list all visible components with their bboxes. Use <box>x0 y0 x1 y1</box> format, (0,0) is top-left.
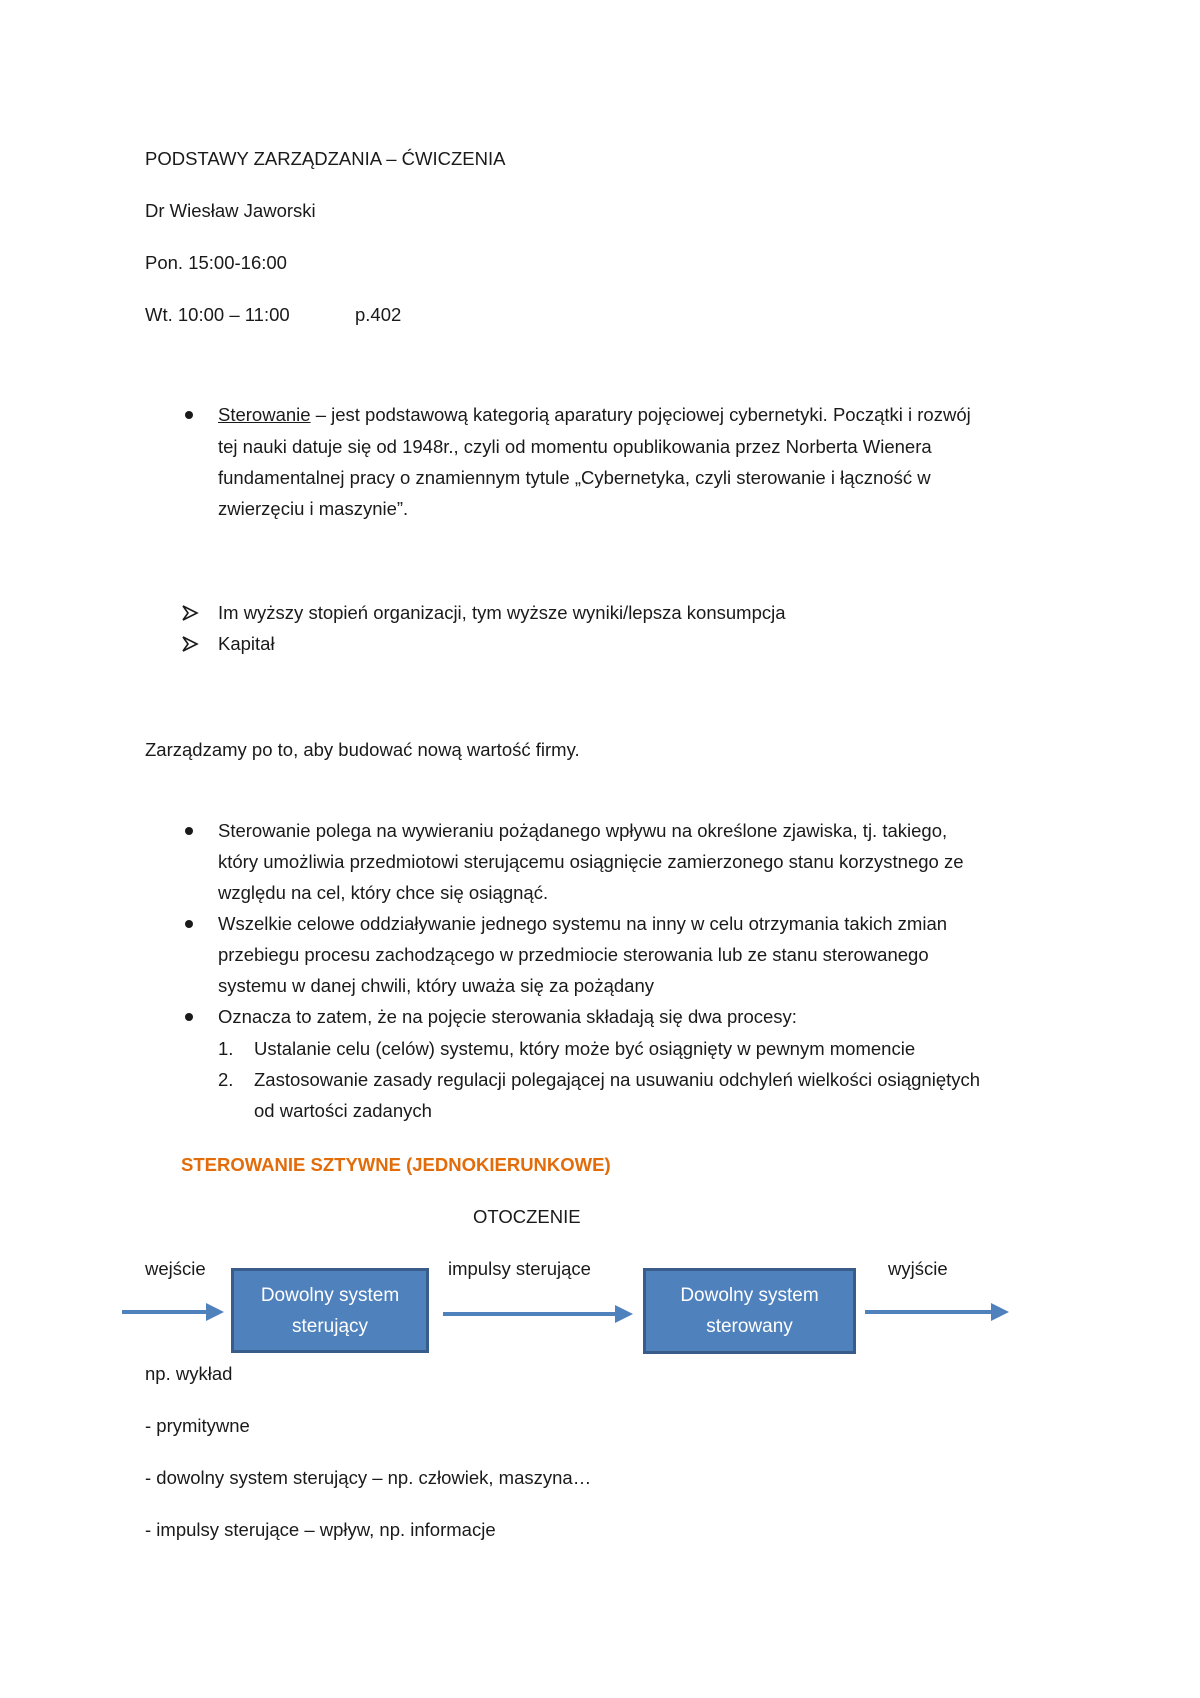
bullet-2-line-3: systemu w danej chwili, który uważa się za pożądany <box>218 975 654 996</box>
signal-arrow-icon <box>443 1300 637 1328</box>
output-arrow-icon <box>865 1298 1013 1326</box>
office-hours-monday: Pon. 15:00-16:00 <box>145 252 287 273</box>
controlling-system-box <box>231 1268 429 1353</box>
document-title: PODSTAWY ZARZĄDZANIA – ĆWICZENIA <box>145 148 506 169</box>
definition-line-3: fundamentalnej pracy o znamiennym tytule „Cybernetyka, czyli sterowanie i łączność w <box>218 467 931 488</box>
note-item-3: - dowolny system sterujący – np. człowiek, maszyna… <box>145 1467 592 1488</box>
signal-label: impulsy sterujące <box>448 1258 591 1279</box>
numbered-item-1-text: Ustalanie celu (celów) systemu, który może być osiągnięty w pewnym momencie <box>254 1038 916 1059</box>
bullet-dot-icon <box>185 1013 193 1021</box>
controlling-system-box-line-2: sterujący <box>291 1315 369 1337</box>
bullet-1-line-2: który umożliwia przedmiotowi sterującemu osiągnięcie zamierzonego stanu korzystnego ze <box>218 851 964 872</box>
arrow-list-item-2: Kapitał <box>218 633 275 654</box>
definition-line-2: tej nauki datuje się od 1948r., czyli od momentu opublikowania przez Norberta Wienera <box>218 436 932 457</box>
arrow-list-item-1: Im wyższy stopień organizacji, tym wyższe wyniki/lepsza konsumpcja <box>218 602 786 623</box>
numbered-item-2-text-line-2: od wartości zadanych <box>254 1100 432 1121</box>
controlling-system-box-line-1: Dowolny system <box>260 1284 400 1306</box>
arrowhead-bullet-icon <box>181 604 199 622</box>
output-label: wyjście <box>888 1258 948 1279</box>
management-statement: Zarządzamy po to, aby budować nową wartość firmy. <box>145 739 580 760</box>
input-arrow-icon <box>122 1298 227 1326</box>
bullet-1-line-1: Sterowanie polega na wywieraniu pożądanego wpływu na określone zjawiska, tj. takiego, <box>218 820 948 841</box>
office-hours-tuesday: Wt. 10:00 – 11:00 <box>145 304 290 325</box>
bullet-dot-icon <box>185 827 193 835</box>
note-item-4: - impulsy sterujące – wpływ, np. informacje <box>145 1519 496 1540</box>
controlled-system-box-line-2: sterowany <box>706 1316 793 1337</box>
environment-label: OTOCZENIE <box>473 1206 581 1227</box>
numbered-item-2-text-line-1: Zastosowanie zasady regulacji polegającej na usuwaniu odchyleń wielkości osiągniętych <box>254 1069 981 1090</box>
room-number: p.402 <box>355 304 402 325</box>
bullet-dot-icon <box>185 411 193 419</box>
arrowhead-bullet-icon <box>181 635 199 653</box>
note-item-2: - prymitywne <box>145 1415 250 1436</box>
definition-term: Sterowanie <box>218 404 311 425</box>
bullet-2-line-2: przebiegu procesu zachodzącego w przedmiocie sterowania lub ze stanu sterowanego <box>218 944 929 965</box>
controlled-system-box-line-1: Dowolny system <box>680 1285 819 1306</box>
definition-line-1 <box>218 403 971 427</box>
numbered-item-2-number: 2. <box>218 1069 234 1090</box>
input-label: wejście <box>145 1258 206 1279</box>
controlled-system-box <box>643 1268 856 1354</box>
definition-line-1-rest: – jest podstawową kategorią aparatury pojęciowej cybernetyki. Początki i rozwój <box>310 404 971 425</box>
note-item-1: np. wykład <box>145 1363 233 1384</box>
bullet-1-line-3: względu na cel, który chce się osiągnąć. <box>218 882 549 903</box>
bullet-dot-icon <box>185 920 193 928</box>
bullet-3-text: Oznacza to zatem, że na pojęcie sterowania składają się dwa procesy: <box>218 1006 797 1027</box>
lecturer-name: Dr Wiesław Jaworski <box>145 200 316 221</box>
definition-line-4: zwierzęciu i maszynie”. <box>218 498 409 519</box>
bullet-2-line-1: Wszelkie celowe oddziaływanie jednego systemu na inny w celu otrzymania takich zmian <box>218 913 948 934</box>
numbered-item-1-number: 1. <box>218 1038 234 1059</box>
section-heading: STEROWANIE SZTYWNE (JEDNOKIERUNKOWE) <box>181 1154 611 1175</box>
